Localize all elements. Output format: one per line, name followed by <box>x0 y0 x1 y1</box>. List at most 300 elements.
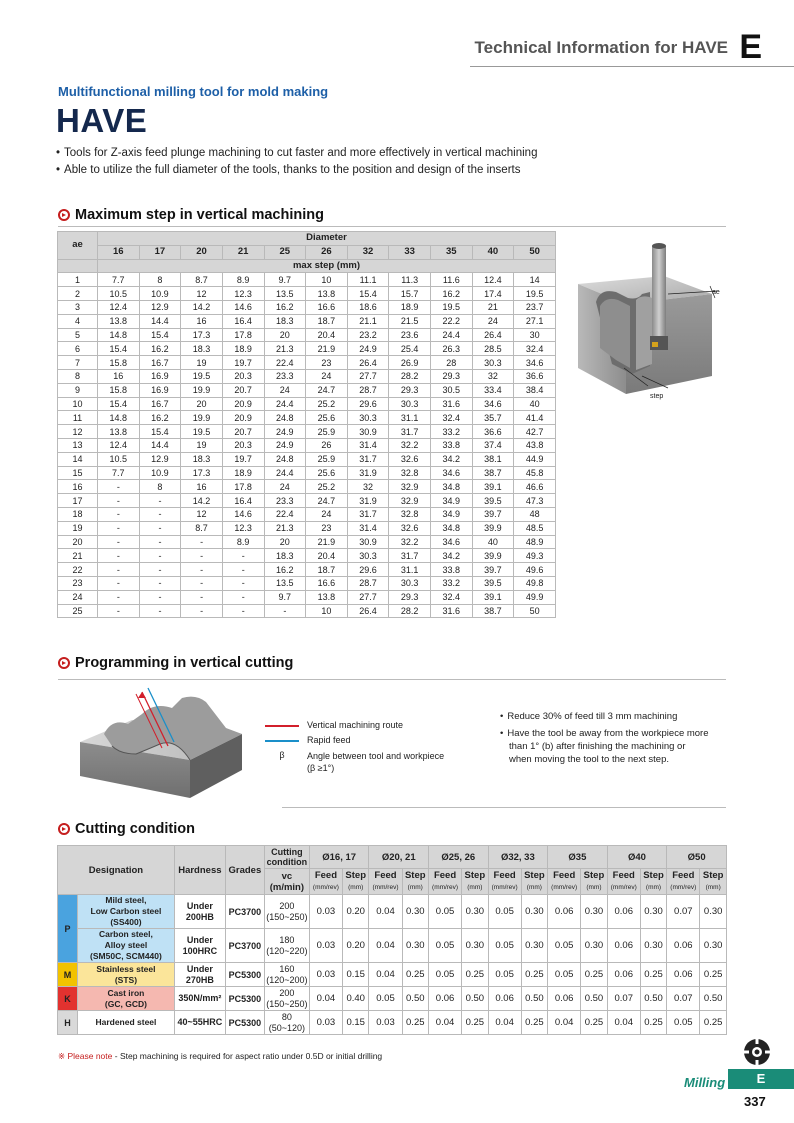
step-cell: 20.7 <box>222 425 264 439</box>
ae-cell: 7 <box>58 356 98 370</box>
step-cell: 28.5 <box>472 342 514 356</box>
step-cell: 25.2 <box>306 480 348 494</box>
step-cell: 34.6 <box>514 356 556 370</box>
step-cell: 22.4 <box>264 507 306 521</box>
step-cell: 0.50 <box>521 987 547 1011</box>
ae-cell: 25 <box>58 604 98 618</box>
feed-label: Feed <box>433 870 457 881</box>
iso-category-cell: P <box>58 895 78 963</box>
step-cell: 27.7 <box>347 369 389 383</box>
step-cell: - <box>264 604 306 618</box>
step-unit: (mm) <box>407 884 423 891</box>
legend-row <box>265 720 444 735</box>
vc-line: (150~250) <box>266 911 308 922</box>
step-cell: 19.5 <box>431 300 473 314</box>
step-cell: 38.7 <box>472 466 514 480</box>
step-cell: 23.2 <box>347 328 389 342</box>
table-row <box>58 314 556 328</box>
step-cell: 15.4 <box>98 342 140 356</box>
step-label: Step <box>464 870 486 881</box>
step-cell: 34.9 <box>431 494 473 508</box>
step-cell: 40 <box>472 535 514 549</box>
material-line: Low Carbon steel <box>90 906 162 916</box>
step-cell: 40 <box>514 397 556 411</box>
step-cell: 21.3 <box>264 342 306 356</box>
step-cell: 17.4 <box>472 287 514 301</box>
step-cell: 29.3 <box>389 383 431 397</box>
feed-cell: 0.07 <box>667 895 700 929</box>
vc-cell <box>264 963 309 987</box>
grade-cell: PC3700 <box>225 895 264 929</box>
step-cell: 21.3 <box>264 521 306 535</box>
material-line: Hardened steel <box>95 1017 157 1027</box>
diameter-group-header: Ø16, 17 <box>309 846 369 869</box>
step-cell: 12.4 <box>98 300 140 314</box>
step-cell: 34.9 <box>431 507 473 521</box>
grade-cell: PC5300 <box>225 1011 264 1035</box>
ae-cell: 14 <box>58 452 98 466</box>
feed-unit: (mm/rev) <box>551 884 578 891</box>
step-cell: 10.9 <box>139 287 181 301</box>
step-cell: 17.8 <box>222 328 264 342</box>
step-cell: 0.25 <box>700 963 727 987</box>
step-cell: 14 <box>514 273 556 287</box>
step-cell: 19.9 <box>181 383 223 397</box>
step-cell: 0.50 <box>402 987 428 1011</box>
step-cell: 28.2 <box>389 369 431 383</box>
table-row <box>58 397 556 411</box>
step-cell: 31.7 <box>347 507 389 521</box>
step-cell: 33.2 <box>431 576 473 590</box>
step-cell: 38.7 <box>472 604 514 618</box>
step-cell: 18.3 <box>264 549 306 563</box>
step-cell: - <box>98 604 140 618</box>
vc-header <box>264 869 309 895</box>
table-row <box>58 438 556 452</box>
step-cell: 16 <box>181 314 223 328</box>
step-cell: 24.9 <box>264 438 306 452</box>
step-cell: 20.9 <box>222 397 264 411</box>
table-row <box>58 480 556 494</box>
step-cell: 17.8 <box>222 480 264 494</box>
diameter-group-header: Ø40 <box>607 846 667 869</box>
figure-label-ae: ae <box>712 289 720 296</box>
step-cell: 19.5 <box>514 287 556 301</box>
step-cell: - <box>222 576 264 590</box>
step-header <box>342 869 368 895</box>
header-section-letter: E <box>739 28 762 66</box>
vc-cell <box>264 1011 309 1035</box>
step-cell: 45.8 <box>514 466 556 480</box>
feed-cell: 0.06 <box>429 987 462 1011</box>
step-cell: 26.4 <box>347 604 389 618</box>
diameter-row <box>58 245 556 259</box>
feed-cell: 0.06 <box>667 929 700 963</box>
step-cell: 29.6 <box>347 397 389 411</box>
step-cell: 20 <box>264 535 306 549</box>
step-cell: 9.7 <box>264 590 306 604</box>
table-row <box>58 549 556 563</box>
step-cell: 16.9 <box>139 369 181 383</box>
step-cell: 19 <box>181 356 223 370</box>
diameter-col-header: 32 <box>347 245 389 259</box>
step-cell: 41.4 <box>514 411 556 425</box>
step-cell: 32.9 <box>389 494 431 508</box>
diameter-col-header: 25 <box>264 245 306 259</box>
material-cell <box>78 929 175 963</box>
step-cell: 13.5 <box>264 576 306 590</box>
feed-header <box>309 869 342 895</box>
table-row <box>58 494 556 508</box>
hardness-line: 270HB <box>185 974 214 985</box>
step-cell: 12.9 <box>139 300 181 314</box>
step-cell: 15.4 <box>347 287 389 301</box>
step-cell: 0.25 <box>581 963 607 987</box>
step-cell: 12.3 <box>222 287 264 301</box>
step-cell: 34.6 <box>472 397 514 411</box>
step-cell: 39.7 <box>472 563 514 577</box>
material-cell <box>78 895 175 929</box>
step-cell: 16.2 <box>264 300 306 314</box>
step-cell: 24.7 <box>306 383 348 397</box>
legend-label: Rapid feed <box>307 735 351 745</box>
step-cell: 23.3 <box>264 369 306 383</box>
step-unit: (mm) <box>467 884 483 891</box>
step-cell: 21 <box>472 300 514 314</box>
step-cell: 14.6 <box>222 507 264 521</box>
vc-line: 200 <box>279 900 295 911</box>
step-cell: 32.8 <box>389 507 431 521</box>
cutting-condition-body <box>58 895 727 1035</box>
step-cell: 20.4 <box>306 328 348 342</box>
step-cell: 23.7 <box>514 300 556 314</box>
grades-header: Grades <box>225 846 264 895</box>
arrow-circle-icon <box>58 209 70 221</box>
step-cell: 26.3 <box>431 342 473 356</box>
step-cell: 31.1 <box>389 563 431 577</box>
step-cell: 20.3 <box>222 369 264 383</box>
step-cell: 20 <box>264 328 306 342</box>
step-cell: - <box>181 563 223 577</box>
diameter-col-header: 17 <box>139 245 181 259</box>
table-row <box>58 604 556 618</box>
ae-cell: 6 <box>58 342 98 356</box>
step-cell: 39.5 <box>472 494 514 508</box>
ae-cell: 20 <box>58 535 98 549</box>
step-cell: 21.5 <box>389 314 431 328</box>
step-cell: 24.8 <box>264 452 306 466</box>
table-row <box>58 425 556 439</box>
hardness-line: 350N/mm² <box>178 993 222 1003</box>
grade-cell: PC5300 <box>225 987 264 1011</box>
step-cell: 14.4 <box>139 438 181 452</box>
step-cell: 36.6 <box>514 369 556 383</box>
legend-row <box>265 735 444 750</box>
step-cell: 0.25 <box>402 963 428 987</box>
step-cell: 13.8 <box>306 287 348 301</box>
material-line: Alloy steel <box>104 940 148 950</box>
step-cell: 23 <box>306 356 348 370</box>
ae-cell: 8 <box>58 369 98 383</box>
feed-label: Feed <box>612 870 635 881</box>
step-cell: - <box>222 590 264 604</box>
step-cell: 30.3 <box>347 411 389 425</box>
max-step-body <box>58 273 556 618</box>
step-cell: 48.5 <box>514 521 556 535</box>
step-cell: 25.2 <box>306 397 348 411</box>
step-cell: - <box>139 494 181 508</box>
step-cell: 14.2 <box>181 494 223 508</box>
vc-unit: (m/min) <box>269 881 305 893</box>
section-rule <box>58 679 726 680</box>
step-cell: 18.7 <box>306 314 348 328</box>
step-cell: 20.7 <box>222 383 264 397</box>
step-cell: 37.4 <box>472 438 514 452</box>
feed-cell: 0.06 <box>548 987 581 1011</box>
material-line: Cast iron <box>107 987 145 998</box>
step-cell: 0.25 <box>521 1011 547 1035</box>
step-cell: 0.50 <box>640 987 666 1011</box>
step-cell: 15.7 <box>389 287 431 301</box>
vc-line: (120~200) <box>266 974 308 985</box>
feed-header <box>548 869 581 895</box>
step-cell: 30.3 <box>389 397 431 411</box>
step-cell: 7.7 <box>98 466 140 480</box>
step-cell: 32 <box>347 480 389 494</box>
step-cell: 0.30 <box>521 929 547 963</box>
step-cell: 15.4 <box>98 397 140 411</box>
step-cell: 16.4 <box>222 494 264 508</box>
step-cell: 0.40 <box>342 987 368 1011</box>
step-cell: 39.7 <box>472 507 514 521</box>
feed-label: Feed <box>493 870 516 881</box>
table-row <box>58 507 556 521</box>
step-cell: 30.3 <box>472 356 514 370</box>
step-cell: 32.4 <box>431 590 473 604</box>
diameter-col-header: 35 <box>431 245 473 259</box>
feed-label: Feed <box>553 870 576 881</box>
step-cell: 24.4 <box>431 328 473 342</box>
step-cell: - <box>181 535 223 549</box>
step-cell: - <box>181 549 223 563</box>
ae-cell: 24 <box>58 590 98 604</box>
step-cell: 30.3 <box>389 576 431 590</box>
table-row <box>58 987 727 1011</box>
step-cell: 32.4 <box>514 342 556 356</box>
step-cell: 25.9 <box>306 425 348 439</box>
diameter-col-header: 21 <box>222 245 264 259</box>
feed-cell: 0.04 <box>429 1011 462 1035</box>
product-name: HAVE <box>56 102 148 139</box>
step-cell: 14.4 <box>139 314 181 328</box>
feed-cell: 0.07 <box>607 987 640 1011</box>
step-cell: 21.9 <box>306 342 348 356</box>
feed-cell: 0.05 <box>429 963 462 987</box>
step-cell: 18.3 <box>264 314 306 328</box>
ae-cell: 12 <box>58 425 98 439</box>
ae-cell: 22 <box>58 563 98 577</box>
step-cell: 8.9 <box>222 535 264 549</box>
step-cell: 42.7 <box>514 425 556 439</box>
step-cell: 19.7 <box>222 452 264 466</box>
iso-category-cell: H <box>58 1011 78 1035</box>
feed-unit: (mm/rev) <box>610 884 637 891</box>
step-cell: 0.25 <box>640 963 666 987</box>
ae-cell: 21 <box>58 549 98 563</box>
step-label: Step <box>702 870 724 881</box>
feed-label: Feed <box>314 870 338 881</box>
iso-category-cell: M <box>58 963 78 987</box>
step-cell: 0.50 <box>462 987 488 1011</box>
step-cell: 26.4 <box>472 328 514 342</box>
material-cell <box>78 1011 175 1035</box>
blank-header <box>58 259 98 273</box>
step-cell: 16 <box>181 480 223 494</box>
step-cell: 22.2 <box>431 314 473 328</box>
step-cell: 26.4 <box>347 356 389 370</box>
step-cell: 16.2 <box>264 563 306 577</box>
step-cell: 28.2 <box>389 604 431 618</box>
table-row <box>58 369 556 383</box>
step-cell: 32.8 <box>389 466 431 480</box>
step-cell: 31.6 <box>431 604 473 618</box>
hardness-cell <box>174 1011 225 1035</box>
step-cell: 34.2 <box>431 549 473 563</box>
footer-category-label: Milling <box>684 1075 726 1090</box>
footnote-text: - Step machining is required for aspect ratio under 0.5D or initial drilling <box>112 1051 383 1061</box>
step-cell: 8 <box>139 480 181 494</box>
step-cell: 31.9 <box>347 494 389 508</box>
material-cell <box>78 963 175 987</box>
vc-cell <box>264 929 309 963</box>
step-cell: 46.6 <box>514 480 556 494</box>
step-header <box>581 869 607 895</box>
step-cell: 24.4 <box>264 397 306 411</box>
table-row <box>58 452 556 466</box>
table-row <box>58 466 556 480</box>
material-line: (SM50C, SCM440) <box>90 951 162 961</box>
hardness-line: Under <box>186 963 213 974</box>
feed-header <box>667 869 700 895</box>
step-cell: 26 <box>306 438 348 452</box>
material-line: (SS400) <box>110 917 142 927</box>
hardness-line: 100HRC <box>182 945 218 956</box>
feed-cell: 0.05 <box>488 963 521 987</box>
diameter-group-header: Ø20, 21 <box>369 846 429 869</box>
table-row <box>58 411 556 425</box>
step-cell: 24.9 <box>347 342 389 356</box>
step-cell: 10.5 <box>98 287 140 301</box>
vc-line: (50~120) <box>268 1022 306 1033</box>
step-cell: 28.7 <box>347 383 389 397</box>
step-cell: 24.4 <box>264 466 306 480</box>
step-cell: 17.3 <box>181 328 223 342</box>
step-cell: 32.6 <box>389 452 431 466</box>
feed-unit: (mm/rev) <box>372 884 399 891</box>
step-cell: 19.5 <box>181 369 223 383</box>
step-cell: 0.50 <box>700 987 727 1011</box>
step-cell: 48 <box>514 507 556 521</box>
table-row <box>58 356 556 370</box>
step-cell: 10.9 <box>139 466 181 480</box>
designation-header: Designation <box>58 846 175 895</box>
section-title-text: Programming in vertical cutting <box>75 655 294 671</box>
step-cell: 31.9 <box>347 466 389 480</box>
feed-cell: 0.03 <box>369 1011 402 1035</box>
step-cell: 8.9 <box>222 273 264 287</box>
feed-cell: 0.04 <box>369 895 402 929</box>
table-row <box>58 963 727 987</box>
vc-cell <box>264 895 309 929</box>
feed-cell: 0.04 <box>369 929 402 963</box>
arrow-circle-icon <box>58 657 70 669</box>
diameter-header: Diameter <box>98 232 556 246</box>
step-cell: 0.20 <box>342 929 368 963</box>
arrow-circle-icon <box>58 823 70 835</box>
step-label: Step <box>345 870 366 881</box>
section-title-max-step <box>58 207 324 223</box>
feed-cell: 0.05 <box>429 895 462 929</box>
table-row <box>58 383 556 397</box>
step-cell: 25.6 <box>306 466 348 480</box>
vc-label: vc <box>281 870 293 882</box>
step-cell: - <box>98 576 140 590</box>
table-row <box>58 535 556 549</box>
legend-label: Vertical machining route <box>307 720 404 730</box>
step-cell: 14.8 <box>98 328 140 342</box>
step-cell: - <box>181 576 223 590</box>
ae-cell: 2 <box>58 287 98 301</box>
step-cell: 31.1 <box>389 411 431 425</box>
note-item: • Have the tool be away from the workpiece more than 1° (b) after finishing the machining or when moving the tool to the next step. <box>500 727 710 766</box>
page-number: 337 <box>744 1094 766 1109</box>
feed-cell: 0.05 <box>548 963 581 987</box>
step-cell: 16.2 <box>431 287 473 301</box>
step-cell: 33.2 <box>431 425 473 439</box>
section-rule <box>282 807 726 808</box>
step-cell: 13.8 <box>98 425 140 439</box>
step-cell: - <box>139 549 181 563</box>
step-cell: 8.7 <box>181 521 223 535</box>
vc-line: (120~220) <box>266 945 308 956</box>
step-header <box>640 869 666 895</box>
legend-row <box>265 750 444 776</box>
feed-cell: 0.05 <box>488 929 521 963</box>
ae-cell: 18 <box>58 507 98 521</box>
step-cell: 31.6 <box>431 397 473 411</box>
step-cell: 14.8 <box>98 411 140 425</box>
ae-cell: 3 <box>58 300 98 314</box>
section-title-cutting-condition <box>58 821 195 837</box>
table-row <box>58 576 556 590</box>
step-cell: 12 <box>181 507 223 521</box>
step-cell: 15.8 <box>98 383 140 397</box>
feature-item: • Able to utilize the full diameter of the tools, thanks to the position and design of the inserts <box>56 164 537 176</box>
step-cell: 24.8 <box>264 411 306 425</box>
step-cell: 32.6 <box>389 521 431 535</box>
feed-unit: (mm/rev) <box>312 884 339 891</box>
step-cell: 12.4 <box>98 438 140 452</box>
feed-header <box>429 869 462 895</box>
note-item: • Reduce 30% of feed till 3 mm machining <box>500 710 710 723</box>
step-cell: 0.25 <box>640 1011 666 1035</box>
step-cell: 19.5 <box>181 425 223 439</box>
step-cell: 36.6 <box>472 425 514 439</box>
step-cell: 25.6 <box>306 411 348 425</box>
section-title-text: Cutting condition <box>75 821 195 837</box>
vc-line: 200 <box>279 987 295 998</box>
feed-cell: 0.06 <box>607 895 640 929</box>
